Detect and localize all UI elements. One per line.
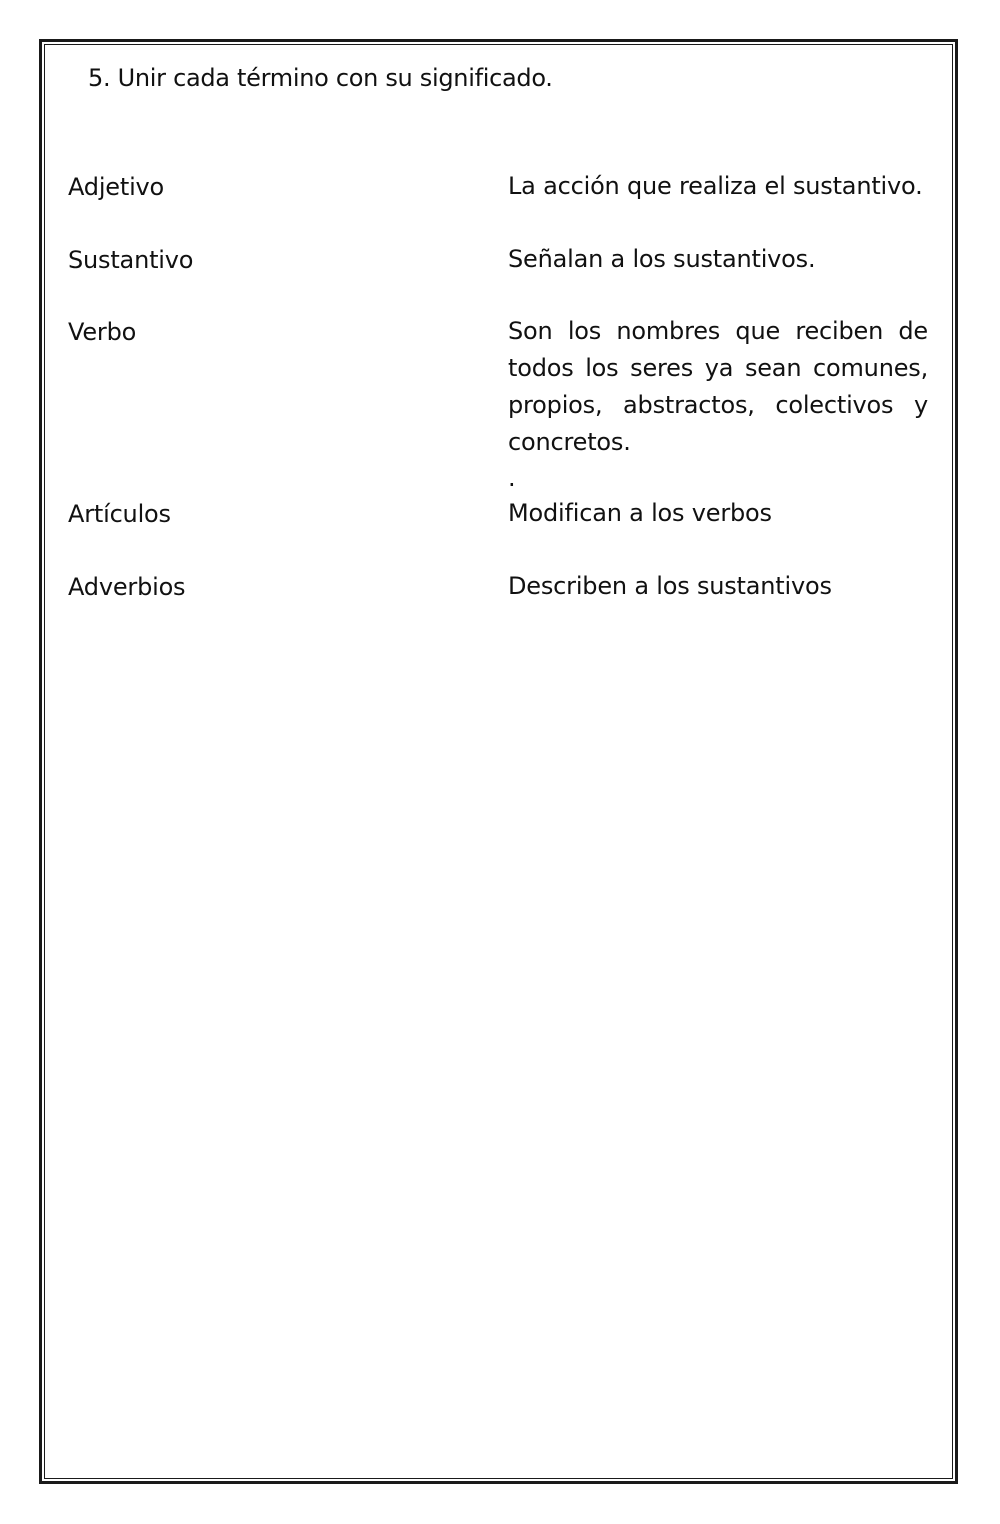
- definition-nombres[interactable]: Son los nombres que reciben de todos los seres ya sean comunes, propios, abstractos, colectivos y concretos.: [508, 317, 928, 456]
- term-adverbios[interactable]: Adverbios: [68, 573, 186, 601]
- definition-modifican[interactable]: Modifican a los verbos: [508, 499, 772, 527]
- term-verbo[interactable]: Verbo: [68, 318, 137, 346]
- term-adjetivo[interactable]: Adjetivo: [68, 173, 165, 201]
- term-sustantivo[interactable]: Sustantivo: [68, 246, 194, 274]
- definition-senalan[interactable]: Señalan a los sustantivos.: [508, 245, 816, 273]
- term-articulos[interactable]: Artículos: [68, 500, 171, 528]
- definition-accion[interactable]: La acción que realiza el sustantivo.: [508, 172, 923, 200]
- definition-describen[interactable]: Describen a los sustantivos: [508, 572, 832, 600]
- instruction-heading: 5. Unir cada término con su significado.: [88, 64, 553, 92]
- stray-period: .: [508, 464, 516, 492]
